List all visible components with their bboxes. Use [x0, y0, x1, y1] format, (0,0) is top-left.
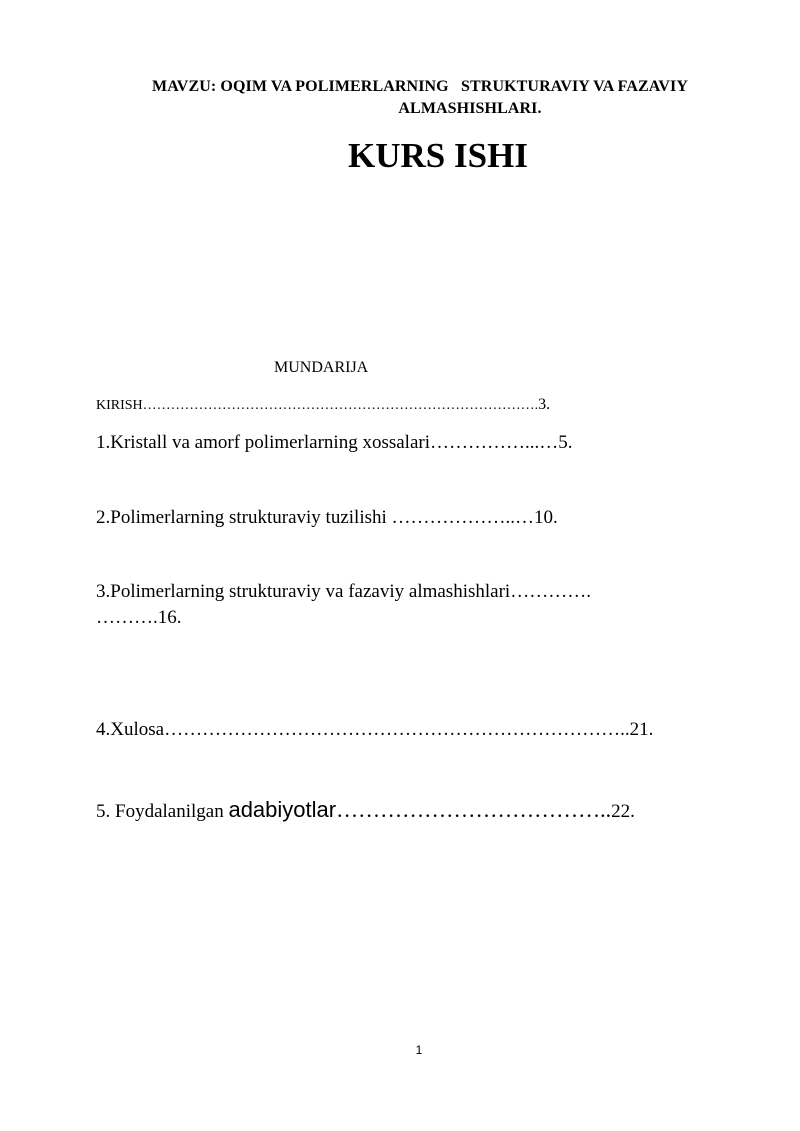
toc-entry-dots: …………………………………………………………………………. [142, 398, 539, 413]
document-title: KURS ISHI [348, 136, 528, 175]
toc-entry-page: 3. [538, 396, 551, 413]
toc-entry-2 [96, 505, 558, 531]
toc-entry-dots: ……………………………………………………………….. [164, 719, 630, 740]
toc-entry-page: 5. [558, 432, 573, 453]
toc-entry-3 [96, 579, 591, 605]
toc-entry-label: KIRISH [96, 398, 143, 413]
toc-entry-label: 5. Foydalanilgan [96, 801, 229, 822]
toc-entry-page: 21. [629, 719, 654, 740]
toc-entry-dots: ………. [96, 607, 158, 628]
toc-entry-label: 1.Kristall va amorf polimerlarning xossalari [96, 432, 430, 453]
toc-entry-label: 4.Xulosa [96, 719, 165, 740]
toc-entry-1 [96, 430, 573, 456]
toc-entry-label: 2.Polimerlarning strukturaviy tuzilishi [96, 507, 392, 528]
toc-entry-dots: ………………..… [391, 507, 535, 528]
toc-entry-page: 10. [534, 507, 558, 528]
toc-entry-4 [96, 717, 653, 743]
toc-entry-label: 3.Polimerlarning strukturaviy va fazaviy almashishlari [96, 581, 511, 602]
toc-entry-dots: ……………...… [430, 432, 559, 453]
toc-entry-page: 22. [611, 801, 635, 822]
toc-entry-3-continuation [96, 605, 182, 631]
toc-entry-introduction [96, 395, 550, 416]
toc-entry-label-large: adabiyotlar [228, 797, 337, 822]
page-number: 1 [415, 1043, 423, 1057]
toc-heading: MUNDARIJA [274, 359, 369, 376]
topic-line-2: ALMASHISHLARI. [398, 100, 542, 117]
toc-entry-dots: …………. [510, 581, 591, 602]
topic-heading [60, 76, 780, 120]
topic-line-1: MAVZU: OQIM VA POLIMERLARNING STRUKTURAVIY VA FAZAVIY [152, 78, 688, 95]
toc-entry-page: 16. [157, 607, 182, 628]
toc-entry-dots: ……………………………….. [336, 797, 612, 822]
toc-entry-5 [96, 796, 635, 826]
